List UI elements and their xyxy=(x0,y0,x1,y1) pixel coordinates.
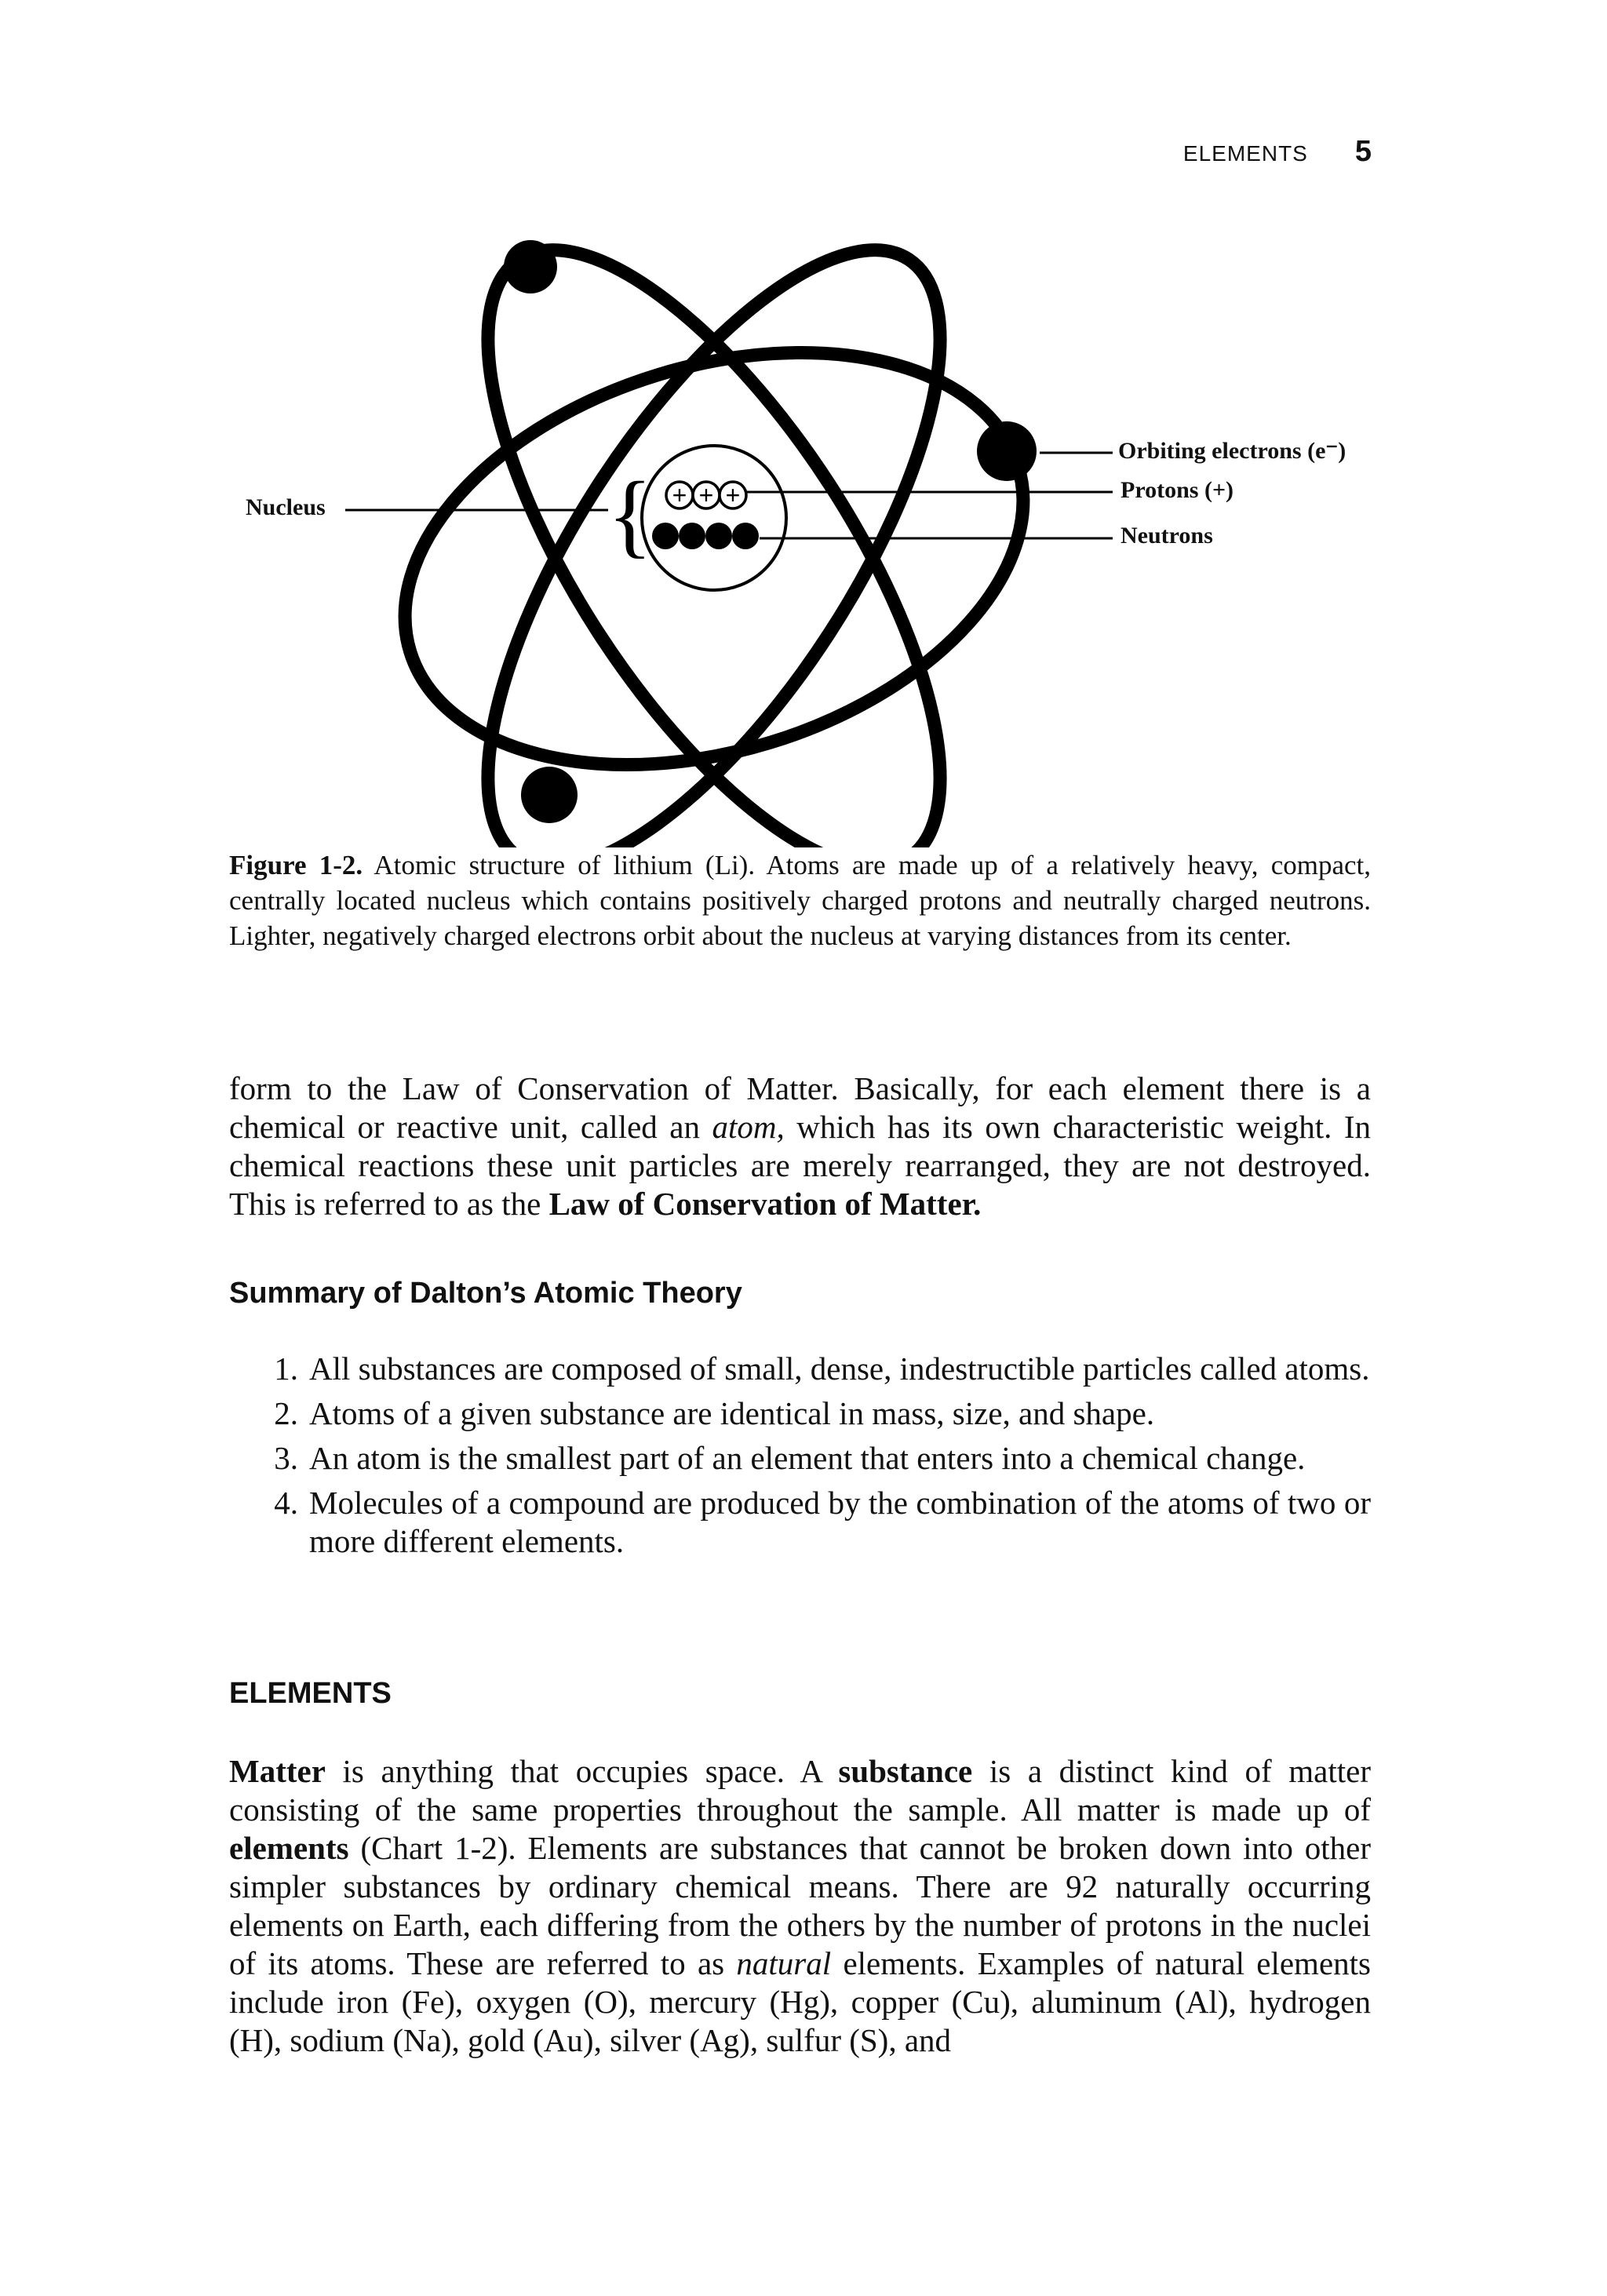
proton-sign: + xyxy=(725,481,741,509)
label-neutrons: Neutrons xyxy=(1121,523,1213,548)
proton-sign: + xyxy=(672,481,687,509)
paragraph-text: (Chart 1-2). Elements are substances that cannot be broken down into other simpler substances by ordinary chemical means. There are 92 naturally occurring elements on Earth, each differing from the others by the number of protons in the nuclei of its atoms. These are referred to as xyxy=(229,1830,1371,1981)
list-text: An atom is the smallest part of an element that enters into a chemical change. xyxy=(309,1440,1306,1476)
paragraph-elements xyxy=(229,1752,1371,2060)
neutron xyxy=(679,523,705,549)
list-number: 3. xyxy=(274,1440,298,1476)
bold-term-substance: substance xyxy=(838,1753,973,1789)
caption-label: Figure 1-2. xyxy=(229,850,363,880)
list-item xyxy=(229,1394,1371,1433)
emphasis-atom: atom, xyxy=(712,1109,785,1145)
emphasis-natural: natural xyxy=(736,1945,832,1981)
electron xyxy=(521,767,578,823)
paragraph-text: is anything that occupies space. A xyxy=(325,1753,839,1789)
nucleus xyxy=(642,446,786,590)
paragraph-text: which has its own characteristic weight. In chemical reactions these unit particles are merely rearranged, they are not destroyed. This is referred to as the xyxy=(229,1109,1372,1222)
list-number: 2. xyxy=(274,1395,298,1431)
list-text: Atoms of a given substance are identical in mass, size, and shape. xyxy=(309,1395,1155,1431)
paragraph-text: is a distinct kind of matter consisting of the same properties throughout the sample. All matter is made up of xyxy=(229,1753,1371,1828)
summary-heading: Summary of Dalton’s Atomic Theory xyxy=(229,1277,742,1310)
paragraph-conservation xyxy=(229,1070,1371,1223)
atom-figure xyxy=(0,0,1607,847)
bold-law-term: Law of Conservation of Matter. xyxy=(548,1186,982,1222)
list-number: 4. xyxy=(274,1485,298,1521)
list-item xyxy=(229,1484,1371,1561)
label-protons: Protons (+) xyxy=(1121,477,1234,503)
elements-heading: ELEMENTS xyxy=(229,1677,392,1710)
bold-term-elements: elements xyxy=(229,1830,349,1866)
nucleus-brace: { xyxy=(607,462,653,567)
list-item xyxy=(229,1350,1371,1388)
list-number: 1. xyxy=(274,1350,298,1387)
label-nucleus: Nucleus xyxy=(246,494,326,520)
label-orbiting-electrons: Orbiting electrons (e⁻) xyxy=(1118,438,1346,464)
bold-term-matter: Matter xyxy=(229,1753,326,1789)
paragraph-text: elements. Examples of natural elements include iron (Fe), oxygen (O), mercury (Hg), copper (Cu), aluminum (Al), hydrogen (H), sodium (Na), gold (Au), silver (Ag), sulfur (S), and xyxy=(229,1945,1371,2058)
page-number: 5 xyxy=(1354,135,1372,168)
caption-text: Atomic structure of lithium (Li). Atoms are made up of a relatively heavy, compact, centrally located nucleus which contains positively charged protons and neutrally charged neutrons. Lighter, negatively charged electrons orbit about the nucleus at varying distances from its center. xyxy=(229,850,1372,951)
proton-sign: + xyxy=(698,481,714,509)
list-item xyxy=(229,1439,1371,1478)
dalton-theory-list xyxy=(229,1350,1371,1567)
atom-diagram xyxy=(0,0,1607,847)
running-head-section: ELEMENTS xyxy=(1182,141,1308,166)
neutron xyxy=(652,523,679,549)
list-text: All substances are composed of small, dense, indestructible particles called atoms. xyxy=(309,1350,1370,1387)
figure-caption xyxy=(229,847,1371,953)
neutron xyxy=(705,523,732,549)
paragraph-text: form to the Law of Conservation of Matter. Basically, for each element there is a chemical or reactive unit, called an xyxy=(229,1070,1371,1145)
electron xyxy=(504,240,557,293)
electron xyxy=(977,421,1037,481)
list-text: Molecules of a compound are produced by the combination of the atoms of two or more different elements. xyxy=(309,1485,1371,1559)
neutron xyxy=(732,523,759,549)
